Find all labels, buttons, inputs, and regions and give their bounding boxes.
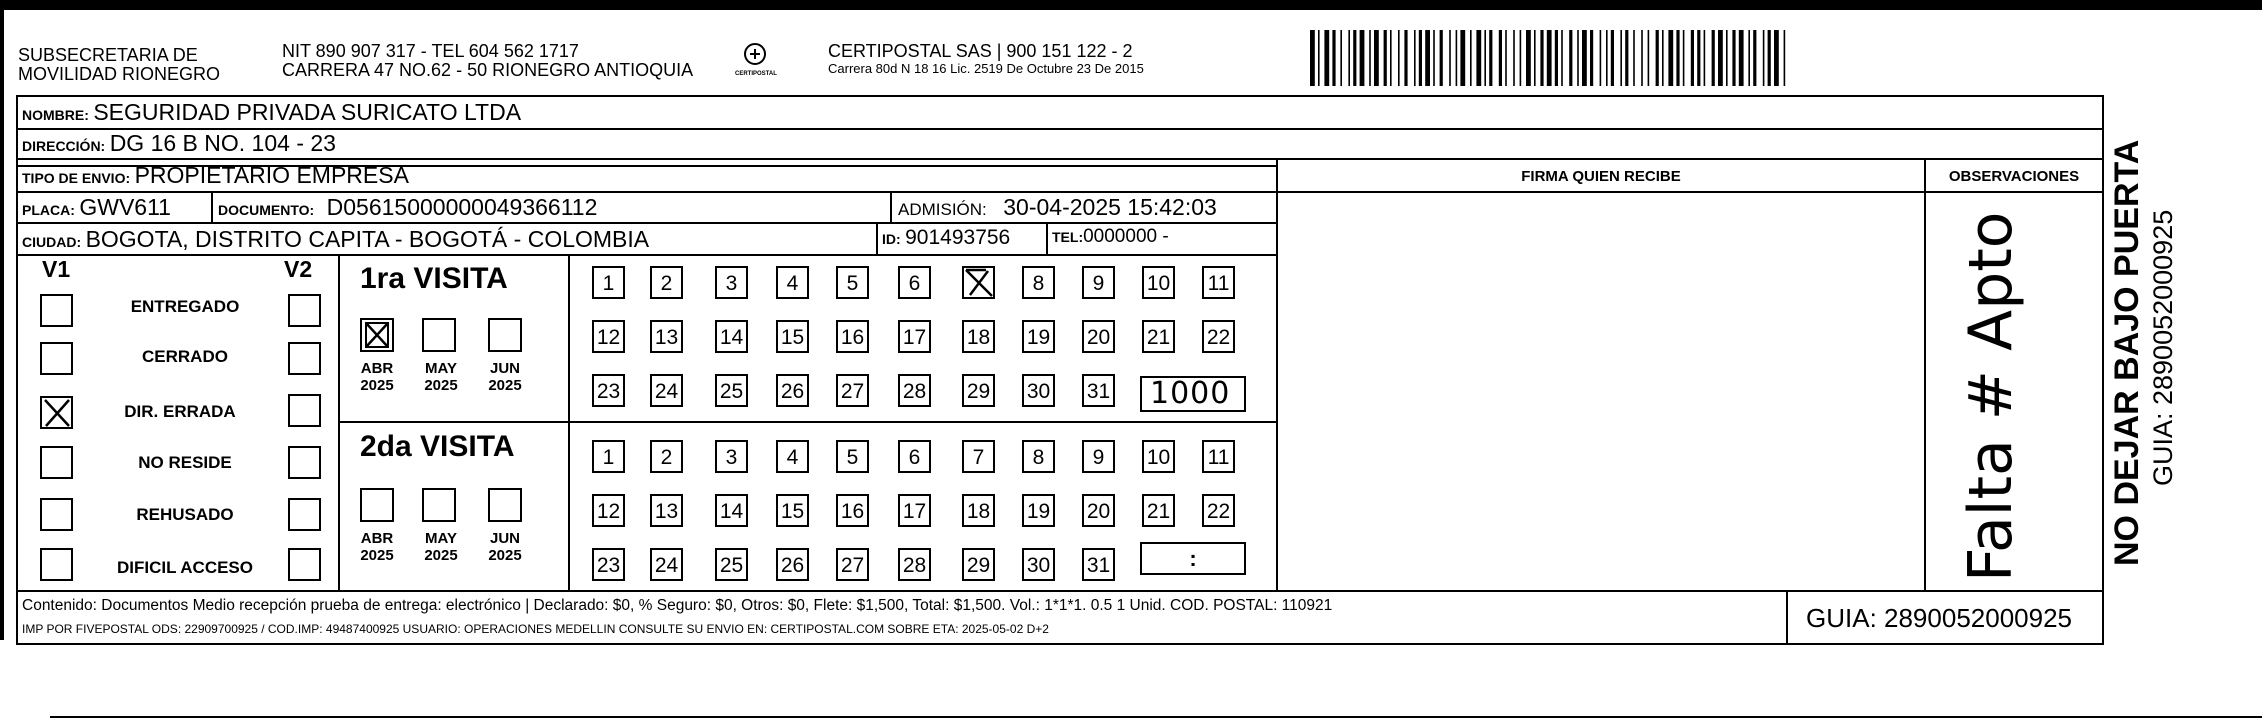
visit2-day-12[interactable]: 12 [592, 494, 625, 527]
v2-checkbox[interactable] [288, 446, 321, 479]
v1-checkbox[interactable] [40, 548, 73, 581]
visit2-day-16[interactable]: 16 [836, 494, 869, 527]
barcode-bar [1753, 30, 1756, 86]
left-border [0, 0, 4, 640]
visit2-day-18[interactable]: 18 [962, 494, 995, 527]
admision-value: 30-04-2025 15:42:03 [1003, 194, 1217, 220]
visit1-month-label [354, 360, 400, 394]
barcode-bar [1774, 30, 1779, 86]
barcode-bar [1600, 30, 1602, 86]
visit2-day-31[interactable]: 31 [1082, 548, 1115, 581]
status-label: CERRADO [142, 347, 228, 366]
barcode-bar [1656, 30, 1659, 86]
visit1-month-may[interactable] [422, 318, 456, 352]
v1-checkbox[interactable] [40, 342, 73, 375]
barcode-bar [1398, 30, 1400, 86]
visit1-day-6[interactable]: 6 [898, 266, 931, 299]
nit-line2: CARRERA 47 NO.62 - 50 RIONEGRO ANTIOQUIA [282, 60, 694, 80]
v2-label: V2 [284, 256, 313, 282]
visit1-day-3[interactable]: 3 [715, 266, 748, 299]
month-name: MAY [425, 530, 457, 547]
visit2-day-26[interactable]: 26 [776, 548, 809, 581]
visit2-day-29[interactable]: 29 [962, 548, 995, 581]
barcode-bar [1577, 30, 1579, 86]
barcode-bar [1360, 30, 1365, 86]
checkmark-x-icon [42, 398, 72, 428]
direccion-row [22, 130, 336, 157]
visit1-day-21[interactable]: 21 [1142, 320, 1175, 353]
visit2-day-24[interactable]: 24 [650, 548, 683, 581]
barcode-bar [1748, 30, 1750, 86]
visit1-month-abr-checked[interactable] [360, 318, 394, 352]
status-label: DIR. ERRADA [124, 402, 236, 421]
col-line [568, 254, 570, 590]
v2-checkbox[interactable] [288, 294, 321, 327]
footer-line1: Contenido: Documentos Medio recepción prueba de entrega: electrónico | Declarado: $0, % Seguro: $0, Otros: $0, Flete: $1,500, Total: $1,500. Vol.: 1*1*1. 0.5 1 Unid. COD. POSTAL: 110921 [22, 597, 1333, 614]
visit2-day-6[interactable]: 6 [898, 440, 931, 473]
tipo-row [22, 162, 409, 189]
visit1-day-16[interactable]: 16 [836, 320, 869, 353]
barcode-bar [1784, 30, 1786, 86]
visit1-day-5[interactable]: 5 [836, 266, 869, 299]
barcode-bar [1726, 30, 1728, 86]
barcode-bar [1555, 30, 1558, 86]
placa-value: GWV611 [79, 194, 171, 220]
month-name: ABR [360, 360, 394, 377]
barcode-bar [1324, 30, 1329, 86]
visit1-month-jun[interactable] [488, 318, 522, 352]
row-line [16, 222, 1278, 224]
visit2-day-25[interactable]: 25 [715, 548, 748, 581]
id-value: 901493756 [905, 226, 1011, 249]
visit1-day-24[interactable]: 24 [650, 374, 683, 407]
barcode-bar [1369, 30, 1371, 86]
visit2-day-15[interactable]: 15 [776, 494, 809, 527]
barcode-bar [1425, 30, 1430, 86]
barcode-bar [1683, 30, 1685, 86]
visit2-day-21[interactable]: 21 [1142, 494, 1175, 527]
status-label: NO RESIDE [138, 453, 232, 472]
visit1-day-1[interactable]: 1 [592, 266, 625, 299]
barcode-bar [1676, 30, 1679, 86]
firma-label: FIRMA QUIEN RECIBE [1521, 168, 1681, 185]
col-line [2102, 158, 2104, 590]
barcode-bar [1404, 30, 1407, 86]
v1-checkbox[interactable] [40, 446, 73, 479]
v2-checkbox[interactable] [288, 342, 321, 375]
barcode [1310, 30, 1950, 86]
visit2-day-14[interactable]: 14 [715, 494, 748, 527]
barcode-bar [1489, 30, 1492, 86]
barcode-bar [1520, 30, 1522, 86]
visit1-day-30[interactable]: 30 [1022, 374, 1055, 407]
barcode-bar [1433, 30, 1435, 86]
side-warning: NO DEJAR BAJO PUERTA [2108, 139, 2146, 566]
visit1-day-25[interactable]: 25 [715, 374, 748, 407]
col-line [1276, 158, 1278, 590]
barcode-bar [1476, 30, 1481, 86]
footer-guia: GUIA: 2890052000925 [1806, 603, 2072, 633]
visit1-day-2[interactable]: 2 [650, 266, 683, 299]
v2-checkbox[interactable] [288, 394, 321, 427]
nombre-row [22, 99, 521, 126]
nit-line1: NIT 890 907 317 - TEL 604 562 1717 [282, 41, 579, 61]
v1-checkbox-checked[interactable] [40, 396, 73, 429]
barcode-bar [1582, 30, 1587, 86]
visit2-day-3[interactable]: 3 [715, 440, 748, 473]
barcode-bar [1648, 30, 1650, 86]
visit2-time: : [1189, 546, 1197, 571]
month-year: 2025 [360, 547, 394, 564]
org-name [18, 46, 220, 84]
certipostal-logo-icon [735, 42, 775, 77]
status-label: REHUSADO [136, 505, 234, 524]
barcode-bar [1763, 30, 1765, 86]
col-line [338, 254, 340, 590]
visit1-day-10[interactable]: 10 [1142, 266, 1175, 299]
visit1-day-19[interactable]: 19 [1022, 320, 1055, 353]
barcode-bar [1470, 30, 1472, 86]
col-line [1786, 590, 1788, 645]
visit1-month-label [482, 360, 528, 394]
barcode-bar [1340, 30, 1342, 86]
barcode-bar [1332, 30, 1335, 86]
visit1-day-31[interactable]: 31 [1082, 374, 1115, 407]
barcode-bar [1353, 30, 1356, 86]
visit1-day-14[interactable]: 14 [715, 320, 748, 353]
barcode-bar [1704, 30, 1706, 86]
month-name: ABR [360, 530, 394, 547]
month-year: 2025 [360, 377, 394, 394]
documento-label: DOCUMENTO: [218, 202, 315, 218]
visit2-day-22[interactable]: 22 [1202, 494, 1235, 527]
row-line [16, 158, 2104, 160]
barcode-bar [1460, 30, 1465, 86]
visit1-day-27[interactable]: 27 [836, 374, 869, 407]
visit1-day-20[interactable]: 20 [1082, 320, 1115, 353]
barcode-bar [1374, 30, 1379, 86]
documento-value: D05615000000049366112 [326, 194, 598, 220]
id-row [882, 226, 1010, 250]
visit1-day-22[interactable]: 22 [1202, 320, 1235, 353]
visit1-day-15[interactable]: 15 [776, 320, 809, 353]
courier-line2: Carrera 80d N 18 16 Lic. 2519 De Octubre 23 De 2015 [828, 61, 1144, 76]
barcode-bar [1449, 30, 1451, 86]
nombre-value: SEGURIDAD PRIVADA SURICATO LTDA [93, 99, 522, 125]
tipo-value: PROPIETARIO EMPRESA [134, 162, 409, 188]
col-line [890, 191, 892, 222]
visit1-day-13[interactable]: 13 [650, 320, 683, 353]
visit1-day-17[interactable]: 17 [898, 320, 931, 353]
barcode-bar [1620, 30, 1622, 86]
side-guia: GUIA: 2890052000925 [2148, 209, 2178, 486]
visit2-month-abr[interactable] [360, 488, 394, 522]
visit1-title: 1ra VISITA [360, 262, 508, 295]
visit1-day-7[interactable] [962, 266, 995, 299]
barcode-bar [1718, 30, 1723, 86]
barcode-bar [1633, 30, 1635, 86]
barcode-bar [1691, 30, 1694, 86]
barcode-bar [1561, 30, 1563, 86]
barcode-bar [1419, 30, 1422, 86]
barcode-bar [1390, 30, 1392, 86]
barcode-bar [1611, 30, 1614, 86]
visit2-month-label [482, 530, 528, 564]
visit2-day-20[interactable]: 20 [1082, 494, 1115, 527]
barcode-bar [1526, 30, 1531, 86]
barcode-bar [1668, 30, 1673, 86]
v2-checkbox[interactable] [288, 548, 321, 581]
barcode-bar [1505, 30, 1507, 86]
barcode-bar [1440, 30, 1443, 86]
ciudad-value: BOGOTA, DISTRITO CAPITA - BOGOTÁ - COLOMBIA [85, 226, 650, 252]
visit2-day-9[interactable]: 9 [1082, 440, 1115, 473]
status-label: DIFICIL ACCESO [116, 558, 253, 577]
org-line1: SUBSECRETARIA DE [18, 45, 198, 65]
tel-value: 0000000 - [1083, 226, 1169, 247]
barcode-bar [1384, 30, 1387, 86]
courier-info [828, 42, 1144, 76]
observaciones-label: OBSERVACIONES [1948, 168, 2080, 185]
visit1-day-23[interactable]: 23 [592, 374, 625, 407]
visit2-day-7[interactable]: 7 [962, 440, 995, 473]
handwritten-observation: Falta # Apto [1956, 211, 2026, 582]
barcode-bar [1641, 30, 1643, 86]
ciudad-row [22, 226, 649, 253]
col-line [211, 191, 213, 222]
visit1-day-11[interactable]: 11 [1202, 266, 1235, 299]
barcode-bar [1662, 30, 1664, 86]
visit1-day-18[interactable]: 18 [962, 320, 995, 353]
tel-row [1052, 226, 1169, 248]
month-name: JUN [489, 360, 520, 377]
col-line [1046, 222, 1048, 254]
month-year: 2025 [424, 377, 458, 394]
placa-row [22, 194, 171, 221]
checkmark-x-icon [964, 268, 994, 298]
visit1-day-9[interactable]: 9 [1082, 266, 1115, 299]
visit2-day-17[interactable]: 17 [898, 494, 931, 527]
visit2-day-11[interactable]: 11 [1202, 440, 1235, 473]
month-year: 2025 [488, 377, 522, 394]
visit2-day-28[interactable]: 28 [898, 548, 931, 581]
barcode-bar [1697, 30, 1700, 86]
visit2-day-8[interactable]: 8 [1022, 440, 1055, 473]
row-line [340, 421, 1278, 423]
col-line [1924, 158, 1926, 590]
placa-label: PLACA: [22, 202, 75, 218]
month-year: 2025 [424, 547, 458, 564]
v1-checkbox[interactable] [40, 294, 73, 327]
barcode-bar [1540, 30, 1543, 86]
direccion-value: DG 16 B NO. 104 - 23 [109, 130, 336, 156]
tel-label: TEL: [1052, 229, 1084, 245]
month-name: MAY [425, 360, 457, 377]
tipo-label: TIPO DE ENVIO: [22, 170, 131, 186]
visit2-day-2[interactable]: 2 [650, 440, 683, 473]
visit1-day-26[interactable]: 26 [776, 374, 809, 407]
documento-row [218, 194, 597, 221]
barcode-bar [1456, 30, 1458, 86]
courier-line1: CERTIPOSTAL SAS | 900 151 122 - 2 [828, 41, 1133, 61]
bottom-rule [50, 716, 2262, 718]
visit1-day-4[interactable]: 4 [776, 266, 809, 299]
visit1-day-12[interactable]: 12 [592, 320, 625, 353]
visit2-day-5[interactable]: 5 [836, 440, 869, 473]
visit2-day-10[interactable]: 10 [1142, 440, 1175, 473]
barcode-bar [1625, 30, 1628, 86]
visit1-day-29[interactable]: 29 [962, 374, 995, 407]
top-border [0, 0, 2262, 10]
v1-label: V1 [42, 256, 71, 282]
col-line [876, 222, 878, 254]
visit1-time-box[interactable] [1140, 376, 1246, 412]
checkmark-x-icon [362, 320, 392, 350]
id-label: ID: [882, 231, 901, 247]
month-name: JUN [489, 530, 520, 547]
visit2-month-label [418, 530, 464, 564]
admision-row [898, 194, 1217, 221]
visit2-day-27[interactable]: 27 [836, 548, 869, 581]
barcode-bar [1534, 30, 1536, 86]
visit1-month-label [418, 360, 464, 394]
direccion-label: DIRECCIÓN: [22, 138, 106, 154]
barcode-bar [1606, 30, 1608, 86]
row-line [16, 590, 2104, 592]
visit1-day-28[interactable]: 28 [898, 374, 931, 407]
barcode-bar [1499, 30, 1502, 86]
visit2-time-box[interactable] [1140, 542, 1246, 575]
barcode-bar [1348, 30, 1350, 86]
visit2-title: 2da VISITA [360, 430, 515, 463]
row-line [16, 254, 1278, 256]
visit2-month-jun[interactable] [488, 488, 522, 522]
org-line2: MOVILIDAD RIONEGRO [18, 64, 221, 84]
barcode-bar [1768, 30, 1771, 86]
row-line [16, 191, 2104, 193]
visit1-day-8[interactable]: 8 [1022, 266, 1055, 299]
visit2-day-30[interactable]: 30 [1022, 548, 1055, 581]
barcode-bar [1318, 30, 1320, 86]
visit2-day-4[interactable]: 4 [776, 440, 809, 473]
barcode-bar [1414, 30, 1416, 86]
barcode-bar [1739, 30, 1744, 86]
v1-checkbox[interactable] [40, 498, 73, 531]
admision-label: ADMISIÓN: [898, 200, 987, 219]
ciudad-label: CIUDAD: [22, 234, 82, 250]
barcode-bar [1590, 30, 1593, 86]
barcode-bar [1513, 30, 1515, 86]
barcode-bar [1712, 30, 1715, 86]
barcode-bar [1569, 30, 1572, 86]
visit2-month-may[interactable] [422, 488, 456, 522]
visit2-day-13[interactable]: 13 [650, 494, 683, 527]
nit-info [282, 42, 693, 80]
nombre-label: NOMBRE: [22, 107, 89, 123]
v2-checkbox[interactable] [288, 498, 321, 531]
barcode-bar [1310, 30, 1315, 86]
visit2-month-label [354, 530, 400, 564]
visit1-time: 1000 [1150, 376, 1231, 411]
visit2-day-1[interactable]: 1 [592, 440, 625, 473]
month-year: 2025 [488, 547, 522, 564]
footer-line2: IMP POR FIVEPOSTAL ODS: 22909700925 / COD.IMP: 49487400925 USUARIO: OPERACIONES MEDELLIN CONSULTE SU ENVIO EN: CERTIPOSTAL.COM SOBRE ETA: 2025-05-02 D+2 [22, 622, 1049, 636]
status-label: ENTREGADO [130, 297, 240, 316]
visit2-day-19[interactable]: 19 [1022, 494, 1055, 527]
barcode-bar [1484, 30, 1486, 86]
barcode-bar [1547, 30, 1552, 86]
visit2-day-23[interactable]: 23 [592, 548, 625, 581]
logo-text: CERTIPOSTAL [735, 71, 777, 77]
barcode-bar [1732, 30, 1735, 86]
